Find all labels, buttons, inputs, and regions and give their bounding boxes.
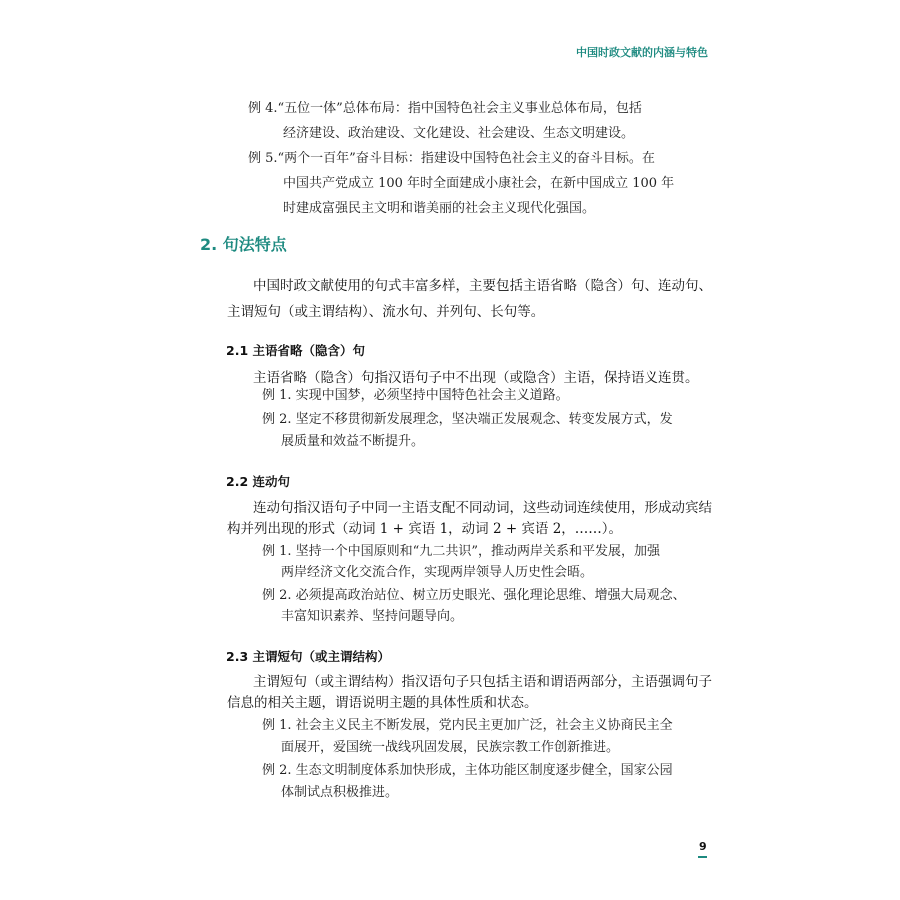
subsection-2-2-title: 2.2 连动句 (226, 474, 290, 489)
subsection-2-1-title: 2.1 主语省略（隐含）句 (226, 343, 365, 358)
example-4-line-2: 经济建设、政治建设、文化建设、社会建设、生态文明建设。 (283, 126, 635, 141)
running-head: 中国时政文献的内涵与特色 (576, 46, 708, 59)
section-heading: 2. 句法特点 (200, 235, 287, 254)
example-5-line-1: 例 5.“两个一百年”奋斗目标：指建设中国特色社会主义的奋斗目标。在 (248, 151, 655, 166)
subsection-2-1-body: 主语省略（隐含）句指汉语句子中不出现（或隐含）主语，保持语义连贯。 (253, 370, 699, 386)
section-intro-line-1: 中国时政文献使用的句式丰富多样，主要包括主语省略（隐含）句、连动句、 (253, 278, 712, 294)
subsection-2-2-example-2-line-2: 丰富知识素养、坚持问题导向。 (281, 609, 464, 624)
subsection-2-2-body-line-2: 构并列出现的形式（动词 1 + 宾语 1，动词 2 + 宾语 2，……）。 (227, 521, 623, 537)
subsection-2-1-example-2-line-2: 展质量和效益不断提升。 (281, 434, 425, 449)
example-5-line-2: 中国共产党成立 100 年时全面建成小康社会，在新中国成立 100 年 (283, 176, 675, 191)
example-4-line-1: 例 4.“五位一体”总体布局：指中国特色社会主义事业总体布局，包括 (248, 101, 642, 116)
subsection-2-1-example-1: 例 1. 实现中国梦，必须坚持中国特色社会主义道路。 (262, 388, 569, 403)
subsection-2-3-example-1-line-1: 例 1. 社会主义民主不断发展，党内民主更加广泛，社会主义协商民主全 (262, 718, 673, 733)
page-number-rule (698, 856, 707, 858)
subsection-2-3-example-2-line-2: 体制试点积极推进。 (281, 785, 399, 800)
example-5-line-3: 时建成富强民主文明和谐美丽的社会主义现代化强国。 (283, 201, 596, 216)
subsection-2-2-example-2-line-1: 例 2. 必须提高政治站位、树立历史眼光、强化理论思维、增强大局观念、 (262, 588, 686, 603)
subsection-2-3-body-line-2: 信息的相关主题，谓语说明主题的具体性质和状态。 (227, 695, 538, 711)
page-number: 9 (699, 840, 707, 853)
subsection-2-2-body-line-1: 连动句指汉语句子中同一主语支配不同动词，这些动词连续使用，形成动宾结 (253, 500, 712, 516)
subsection-2-2-example-1-line-1: 例 1. 坚持一个中国原则和“九二共识”，推动两岸关系和平发展，加强 (262, 544, 660, 559)
subsection-2-3-example-2-line-1: 例 2. 生态文明制度体系加快形成，主体功能区制度逐步健全，国家公园 (262, 763, 673, 778)
subsection-2-3-title: 2.3 主谓短句（或主谓结构） (226, 649, 390, 664)
subsection-2-3-example-1-line-2: 面展开，爱国统一战线巩固发展，民族宗教工作创新推进。 (281, 740, 620, 755)
section-intro-line-2: 主谓短句（或主谓结构）、流水句、并列句、长句等。 (227, 304, 545, 320)
subsection-2-3-body-line-1: 主谓短句（或主谓结构）指汉语句子只包括主语和谓语两部分，主语强调句子 (253, 674, 712, 690)
subsection-2-1-example-2-line-1: 例 2. 坚定不移贯彻新发展理念，坚决端正发展观念、转变发展方式，发 (262, 412, 673, 427)
subsection-2-2-example-1-line-2: 两岸经济文化交流合作，实现两岸领导人历史性会晤。 (281, 565, 594, 580)
